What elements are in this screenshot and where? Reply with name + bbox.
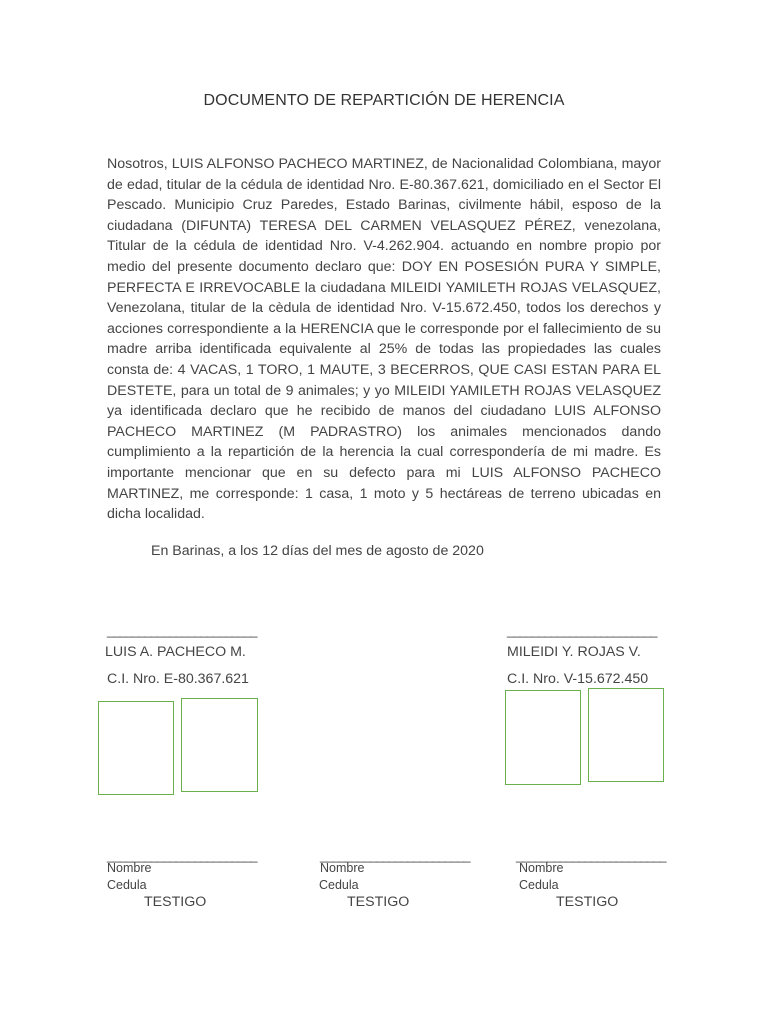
signatory-name: MILEIDI Y. ROJAS V. [507, 644, 641, 660]
witness-cedula-label: Cedula [519, 878, 559, 892]
signature-line: ________________________ [107, 623, 257, 638]
signature-line: ________________________ [507, 623, 657, 638]
fingerprint-box [505, 690, 581, 785]
signatory-id: C.I. Nro. V-15.672.450 [507, 671, 649, 687]
witness-title: TESTIGO [144, 894, 207, 910]
dateline: En Barinas, a los 12 días del mes de agosto de 2020 [151, 543, 484, 559]
witness-cedula-label: Cedula [319, 878, 359, 892]
fingerprint-box [181, 698, 258, 792]
witness-nombre-label: Nombre [107, 861, 152, 875]
fingerprint-box [98, 701, 174, 795]
signatory-name: LUIS A. PACHECO M. [105, 644, 246, 660]
document-title: DOCUMENTO DE REPARTICIÓN DE HERENCIA [203, 92, 565, 109]
witness-title: TESTIGO [556, 894, 619, 910]
witness-signature-line: ________________________ [320, 848, 470, 863]
document-body: Nosotros, LUIS ALFONSO PACHECO MARTINEZ, de Nacionalidad Colombiana, mayor de edad, titular de la cédula de identidad Nro. E-80.367.621, domiciliado en el Sector El Pescado. Municipio Cruz Paredes, Estado Barinas, civilmente hábil, esposo de la ciudadana (DIFUNTA) TERESA DEL CARMEN VELASQUEZ PÉREZ, venezolana, Titular de la cédula de identidad Nro. V-4.262.904. actuando en nombre propio por medio del presente documento declaro que: DOY EN POSESIÓN PURA Y SIMPLE, PERFECTA E IRREVOCABLE la ciudadana MILEIDI YAMILETH ROJAS VELASQUEZ, Venezolana, titular de la cèdula de identidad Nro. V-15.672.450, todos los derechos y acciones correspondiente a la HERENCIA que le corresponde por el fallecimiento de su madre arriba identificada equivalente al 25% de todas las propiedades las cuales consta de: 4 VACAS, 1 TORO, 1 MAUTE, 3 BECERROS, QUE CASI ESTAN PARA EL DESTETE, para un total de 9 animales; y yo MILEIDI YAMILETH ROJAS VELASQUEZ ya identificada declaro que he recibido de manos del ciudadano LUIS ALFONSO PACHECO MARTINEZ (M PADRASTRO) los animales mencionados dando cumplimiento a la repartición de la herencia la cual correspondería de mi madre. Es importante mencionar que en su defecto para mi LUIS ALFONSO PACHECO MARTINEZ, me corresponde: 1 casa, 1 moto y 5 hectáreas de terreno ubicadas en dicha localidad. [107, 156, 661, 523]
signatory-id: C.I. Nro. E-80.367.621 [107, 671, 249, 687]
witness-nombre-label: Nombre [519, 861, 564, 875]
witness-title: TESTIGO [347, 894, 410, 910]
witness-signature-line: ________________________ [516, 848, 666, 863]
witness-nombre-label: Nombre [320, 861, 365, 875]
fingerprint-box [588, 688, 664, 782]
witness-cedula-label: Cedula [107, 878, 147, 892]
witness-signature-line: ________________________ [107, 848, 257, 863]
